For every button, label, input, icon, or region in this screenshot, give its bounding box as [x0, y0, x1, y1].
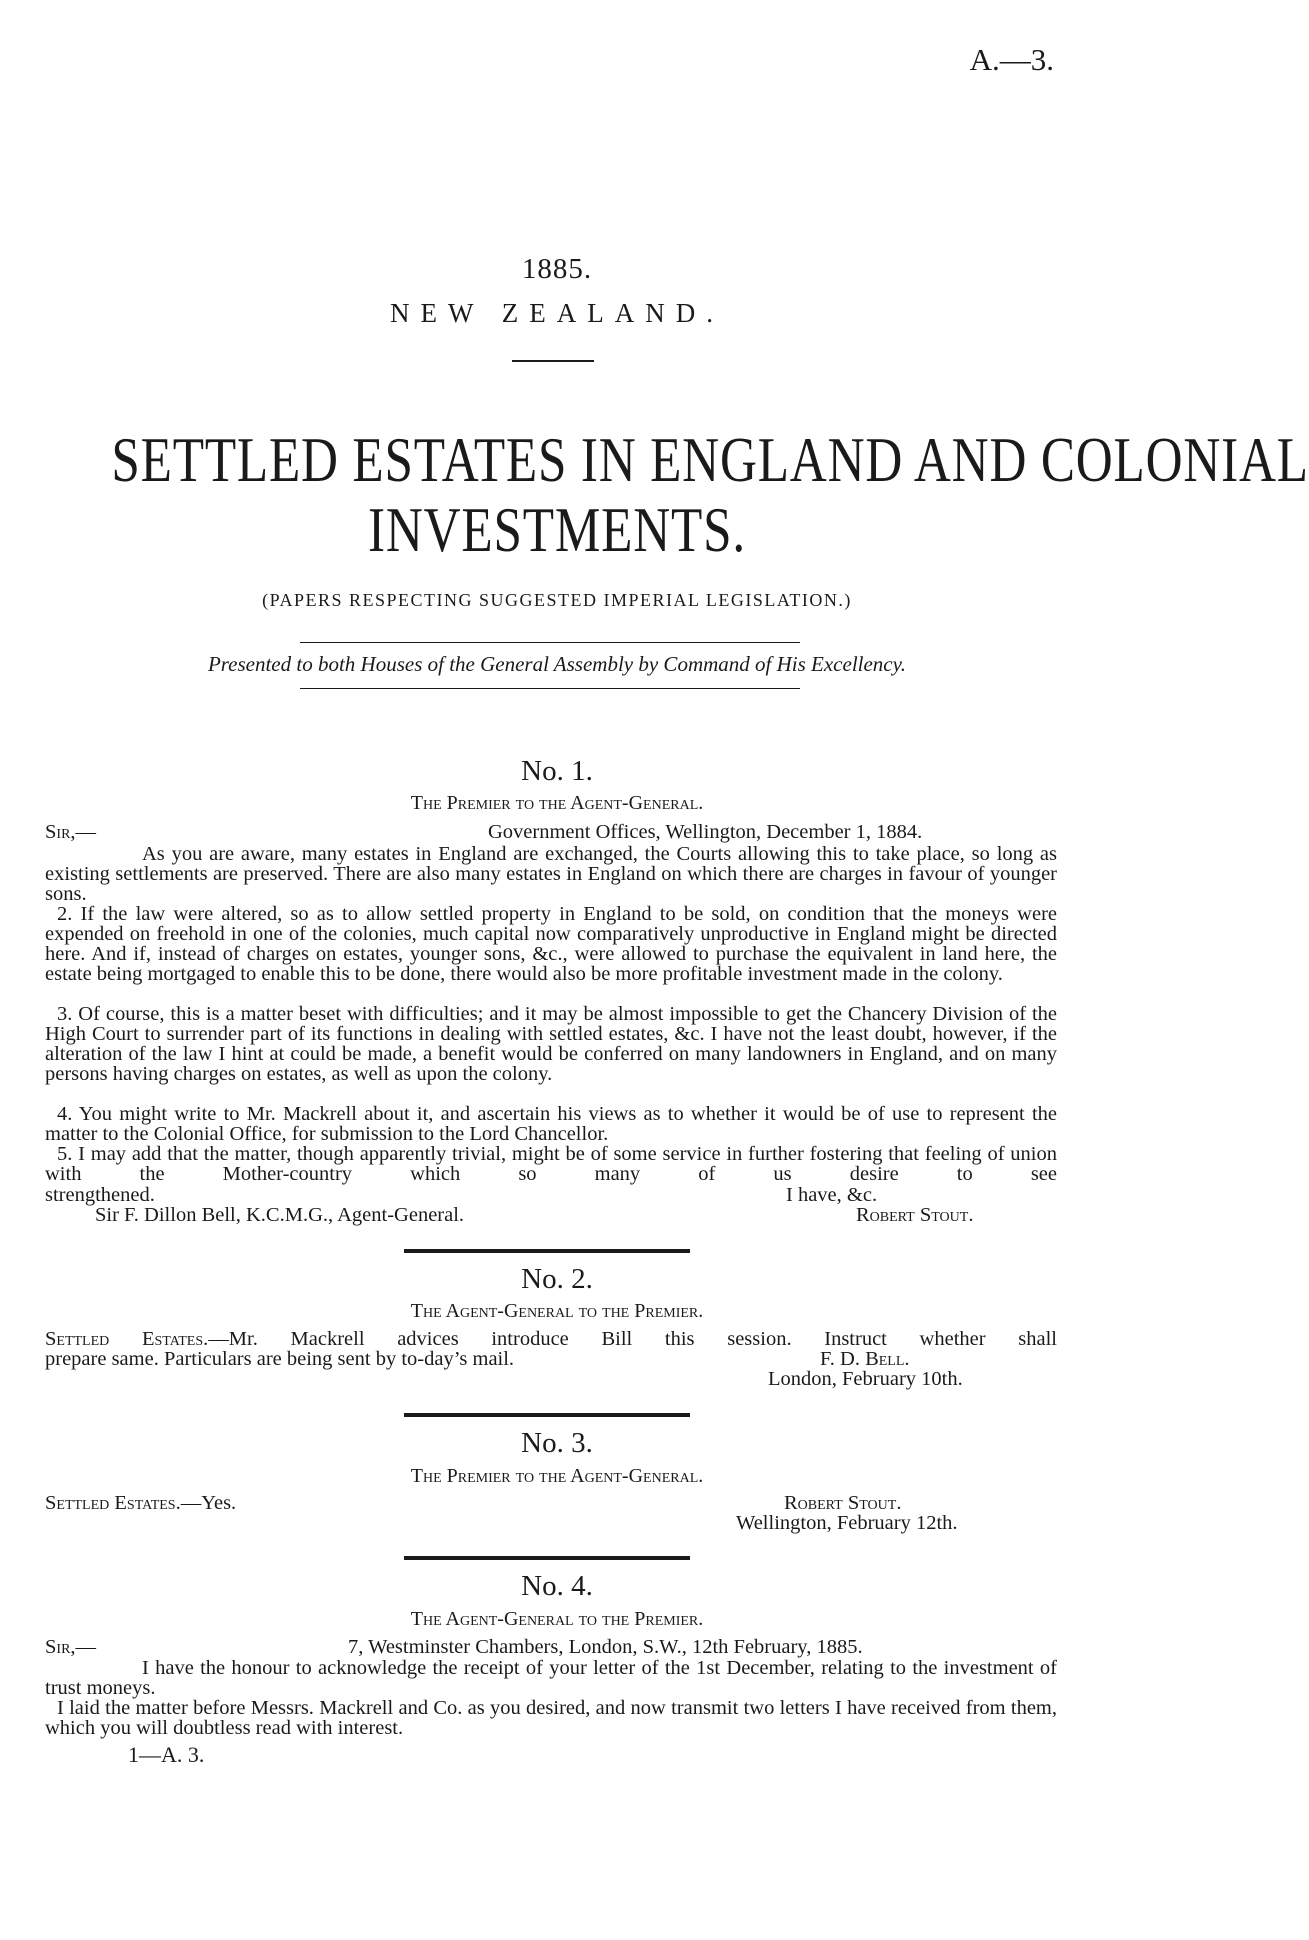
section-rule: [404, 1249, 690, 1253]
letter-from-to: The Agent-General to the Premier.: [410, 1608, 704, 1630]
letter-number: No. 4.: [521, 1570, 593, 1602]
paragraph-3: 3. Of course, this is a matter beset with difficulties; and it may be almost impossible to get the Chancery Division of the High Court to surrender part of its functions in dealing with settled estates, &c. I have not the least doubt, however, if the alteration of the law I hint at could be made, a benefit would be conferred on many landowners in England, and on many persons having charges on estates, as well as upon the colony.: [45, 1003, 1057, 1085]
signature: Robert Stout.: [784, 1492, 902, 1514]
presented-rule-bottom: [300, 688, 800, 689]
paragraph-2: I laid the matter before Messrs. Mackrell and Co. as you desired, and now transmit two letters I have received from them, which you will doubtless read with interest.: [45, 1697, 1057, 1739]
letter-from-to: The Agent-General to the Premier.: [410, 1300, 704, 1322]
paragraph-5-end: strengthened.: [45, 1184, 155, 1206]
telegram-text: —Yes.: [180, 1492, 237, 1514]
presented-line: Presented to both Houses of the General Assembly by Command of His Excellency.: [207, 652, 907, 676]
addressee: Sir F. Dillon Bell, K.C.M.G., Agent-General.: [95, 1204, 465, 1226]
place-date: Wellington, February 12th.: [736, 1512, 958, 1534]
paragraph-1: I have the honour to acknowledge the receipt of your letter of the 1st December, relating to the investment of trust moneys.: [45, 1657, 1057, 1699]
telegram-subject: Settled Estates.: [45, 1328, 209, 1350]
salutation: Sir,—: [45, 821, 97, 843]
telegram-line: [45, 1492, 236, 1515]
title-line-2: INVESTMENTS.: [368, 494, 746, 565]
letter-number: No. 1.: [521, 755, 593, 787]
document-reference: A.—3.: [969, 42, 1054, 77]
letter-address: 7, Westminster Chambers, London, S.W., 12th February, 1885.: [348, 1636, 863, 1658]
telegram-line-2: prepare same. Particulars are being sent by to-day’s mail.: [45, 1348, 515, 1370]
telegram-subject: Settled Estates.: [45, 1492, 181, 1514]
subtitle: (PAPERS RESPECTING SUGGESTED IMPERIAL LEGISLATION.): [262, 590, 852, 610]
page-reference: 1—A. 3.: [128, 1742, 205, 1767]
signature: F. D. Bell.: [820, 1348, 910, 1370]
year: 1885.: [521, 253, 593, 285]
letter-number: No. 2.: [521, 1263, 593, 1295]
section-rule: [404, 1413, 690, 1417]
signature: Robert Stout.: [856, 1204, 974, 1226]
country-heading: NEW ZEALAND.: [390, 298, 724, 328]
letter-number: No. 3.: [521, 1427, 593, 1459]
paragraph-4: 4. You might write to Mr. Mackrell about it, and ascertain his views as to whether it would be of use to represent the matter to the Colonial Office, for submission to the Lord Chancellor.: [45, 1103, 1057, 1145]
title-line-1: SETTLED ESTATES IN ENGLAND AND COLONIAL: [111, 424, 1309, 495]
paragraph-5: 5. I may add that the matter, though apparently trivial, might be of some service in further fostering that feeling of union with the Mother-country which so many of us desire to see: [45, 1143, 1057, 1185]
paragraph-1: As you are aware, many estates in England are exchanged, the Courts allowing this to take place, so long as existing settlements are preserved. There are also many estates in England on which there are charges in favour of younger sons.: [45, 843, 1057, 905]
section-rule: [404, 1556, 690, 1560]
salutation: Sir,—: [45, 1636, 97, 1658]
closing: I have, &c.: [786, 1184, 878, 1206]
presented-rule-top: [300, 642, 800, 643]
short-rule: [512, 360, 594, 362]
letter-from-to: The Premier to the Agent-General.: [410, 792, 704, 814]
letter-address: Government Offices, Wellington, December 1, 1884.: [488, 821, 923, 843]
letter-from-to: The Premier to the Agent-General.: [410, 1465, 704, 1487]
place-date: London, February 10th.: [768, 1368, 963, 1390]
paragraph-2: 2. If the law were altered, so as to allow settled property in England to be sold, on condition that the moneys were expended on freehold in one of the colonies, much capital now comparatively unproductive in England might be directed here. And if, instead of charges on estates, younger sons, &c., were allowed to purchase the equivalent in land here, the estate being mortgaged to enable this to be done, there would also be more profitable investment made in the colony.: [45, 903, 1057, 985]
telegram-text: —Mr. Mackrell advices introduce Bill this session. Instruct whether shall: [208, 1328, 1057, 1350]
